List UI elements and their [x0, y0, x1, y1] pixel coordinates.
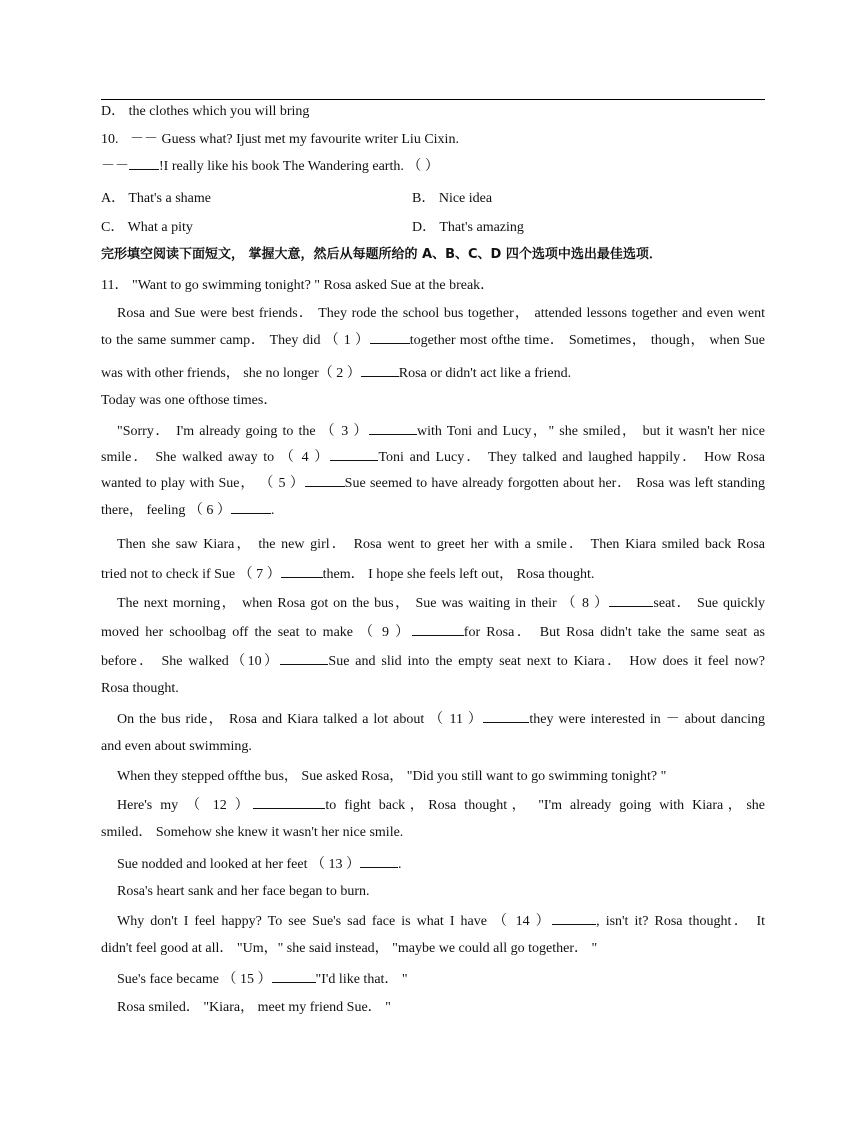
- passage-line: Here's my （ 12 ） to fight back，Rosa thought， "I'm already going with Kiara，she: [117, 794, 765, 816]
- passage-line: Rosa and Sue were best friends． They rode the school bus together， attended lessons together and even went: [117, 306, 765, 321]
- cloze-blank-8[interactable]: [609, 592, 653, 607]
- cloze-blank-11[interactable]: [483, 708, 529, 723]
- cloze-blank-2[interactable]: [361, 362, 399, 377]
- q10-line1: [101, 130, 765, 150]
- q9-option-d: D． the clothes which you will bring: [101, 104, 310, 119]
- cloze-blank-9[interactable]: [412, 621, 464, 636]
- passage-line: Rosa thought.: [101, 681, 179, 696]
- q10-line2: [101, 155, 765, 177]
- passage-line: Then she saw Kiara， the new girl． Rosa went to greet her with a smile． Then Kiara smiled back Rosa: [117, 537, 765, 552]
- passage-line: Rosa's heart sank and her face began to burn.: [117, 884, 370, 899]
- cloze-blank-1[interactable]: [370, 329, 410, 344]
- q10-option-a[interactable]: A． That's a shame: [101, 191, 211, 206]
- cloze-blank-15[interactable]: [272, 968, 316, 983]
- q10-option-d[interactable]: D． That's amazing: [412, 220, 524, 235]
- cloze-blank-3[interactable]: [369, 420, 417, 435]
- dash-prefix: －－: [101, 159, 129, 174]
- passage-line: moved her schoolbag off the seat to make （ 9 ） for Rosa． But Rosa didn't take the same seat as: [101, 621, 765, 643]
- cloze-blank-13[interactable]: [360, 853, 398, 868]
- passage-line: Sue nodded and looked at her feet （ 13 ） .: [117, 853, 765, 875]
- q10-number: 10.: [101, 132, 119, 147]
- passage-line: smiled． Somehow she knew it wasn't her nice smile.: [101, 825, 404, 840]
- passage-line: When they stepped offthe bus， Sue asked Rosa， "Did you still want to go swimming tonight? ": [117, 769, 667, 784]
- cloze-blank-6[interactable]: [231, 499, 271, 514]
- passage-line: tried not to check if Sue （ 7 ） them． I hope she feels left out， Rosa thought.: [101, 563, 765, 585]
- q10-prompt: －－ Guess what? Ijust met my favourite writer Liu Cixin.: [130, 132, 459, 147]
- answer-blank: [129, 155, 159, 170]
- cloze-blank-12[interactable]: [253, 794, 325, 809]
- passage-line: was with other friends， she no longer（ 2 ） Rosa or didn't act like a friend.: [101, 362, 765, 384]
- passage-line: to the same summer camp． They did （ 1 ） together most ofthe time． Sometimes， though， when Sue: [101, 329, 765, 351]
- header-rule: [101, 99, 765, 100]
- passage-line: Rosa smiled． "Kiara， meet my friend Sue． ": [117, 1000, 391, 1015]
- passage-line: didn't feel good at all． "Um，" she said instead， "maybe we could all go together． ": [101, 941, 598, 956]
- cloze-blank-5[interactable]: [305, 472, 345, 487]
- q10-option-b[interactable]: B． Nice idea: [412, 191, 493, 206]
- passage-line: On the bus ride， Rosa and Kiara talked a lot about （ 11 ） they were interested in － about dancing: [117, 708, 765, 730]
- cloze-instruction: 完形填空阅读下面短文， 掌握大意，然后从每题所给的 A、B、C、D 四个选项中选出最佳选项．: [101, 247, 662, 262]
- passage-line: 11． "Want to go swimming tonight? " Rosa asked Sue at the break．: [101, 278, 495, 293]
- cloze-blank-14[interactable]: [552, 910, 596, 925]
- passage-line: Sue's face became （ 15 ） "I'd like that． ": [117, 968, 765, 990]
- passage-line: The next morning， when Rosa got on the bus， Sue was waiting in their （ 8 ） seat． Sue quickly: [117, 592, 765, 614]
- cloze-blank-7[interactable]: [281, 563, 323, 578]
- passage-line: smile． She walked away to （ 4 ） Toni and Lucy． They talked and laughed happily． How Rosa: [101, 446, 765, 468]
- passage-line: and even about swimming.: [101, 739, 252, 754]
- q10-response: !I really like his book The Wandering earth. （ ）: [159, 159, 439, 174]
- q10-option-c[interactable]: C． What a pity: [101, 220, 193, 235]
- passage-line: there， feeling （ 6 ） .: [101, 499, 765, 521]
- passage-line: before． She walked（10） Sue and slid into the empty seat next to Kiara． How does it feel now?: [101, 650, 765, 672]
- passage-line: wanted to play with Sue， （ 5 ） Sue seemed to have already forgotten about her． Rosa was left standing: [101, 472, 765, 494]
- passage-line: Why don't I feel happy? To see Sue's sad face is what I have （ 14 ） , isn't it? Rosa thought． It: [117, 910, 765, 932]
- passage-line: Today was one ofthose times．: [101, 393, 278, 408]
- passage-line: "Sorry． I'm already going to the （ 3 ） with Toni and Lucy，" she smiled， but it wasn't her nice: [117, 420, 765, 442]
- cloze-blank-4[interactable]: [330, 446, 378, 461]
- cloze-blank-10[interactable]: [280, 650, 328, 665]
